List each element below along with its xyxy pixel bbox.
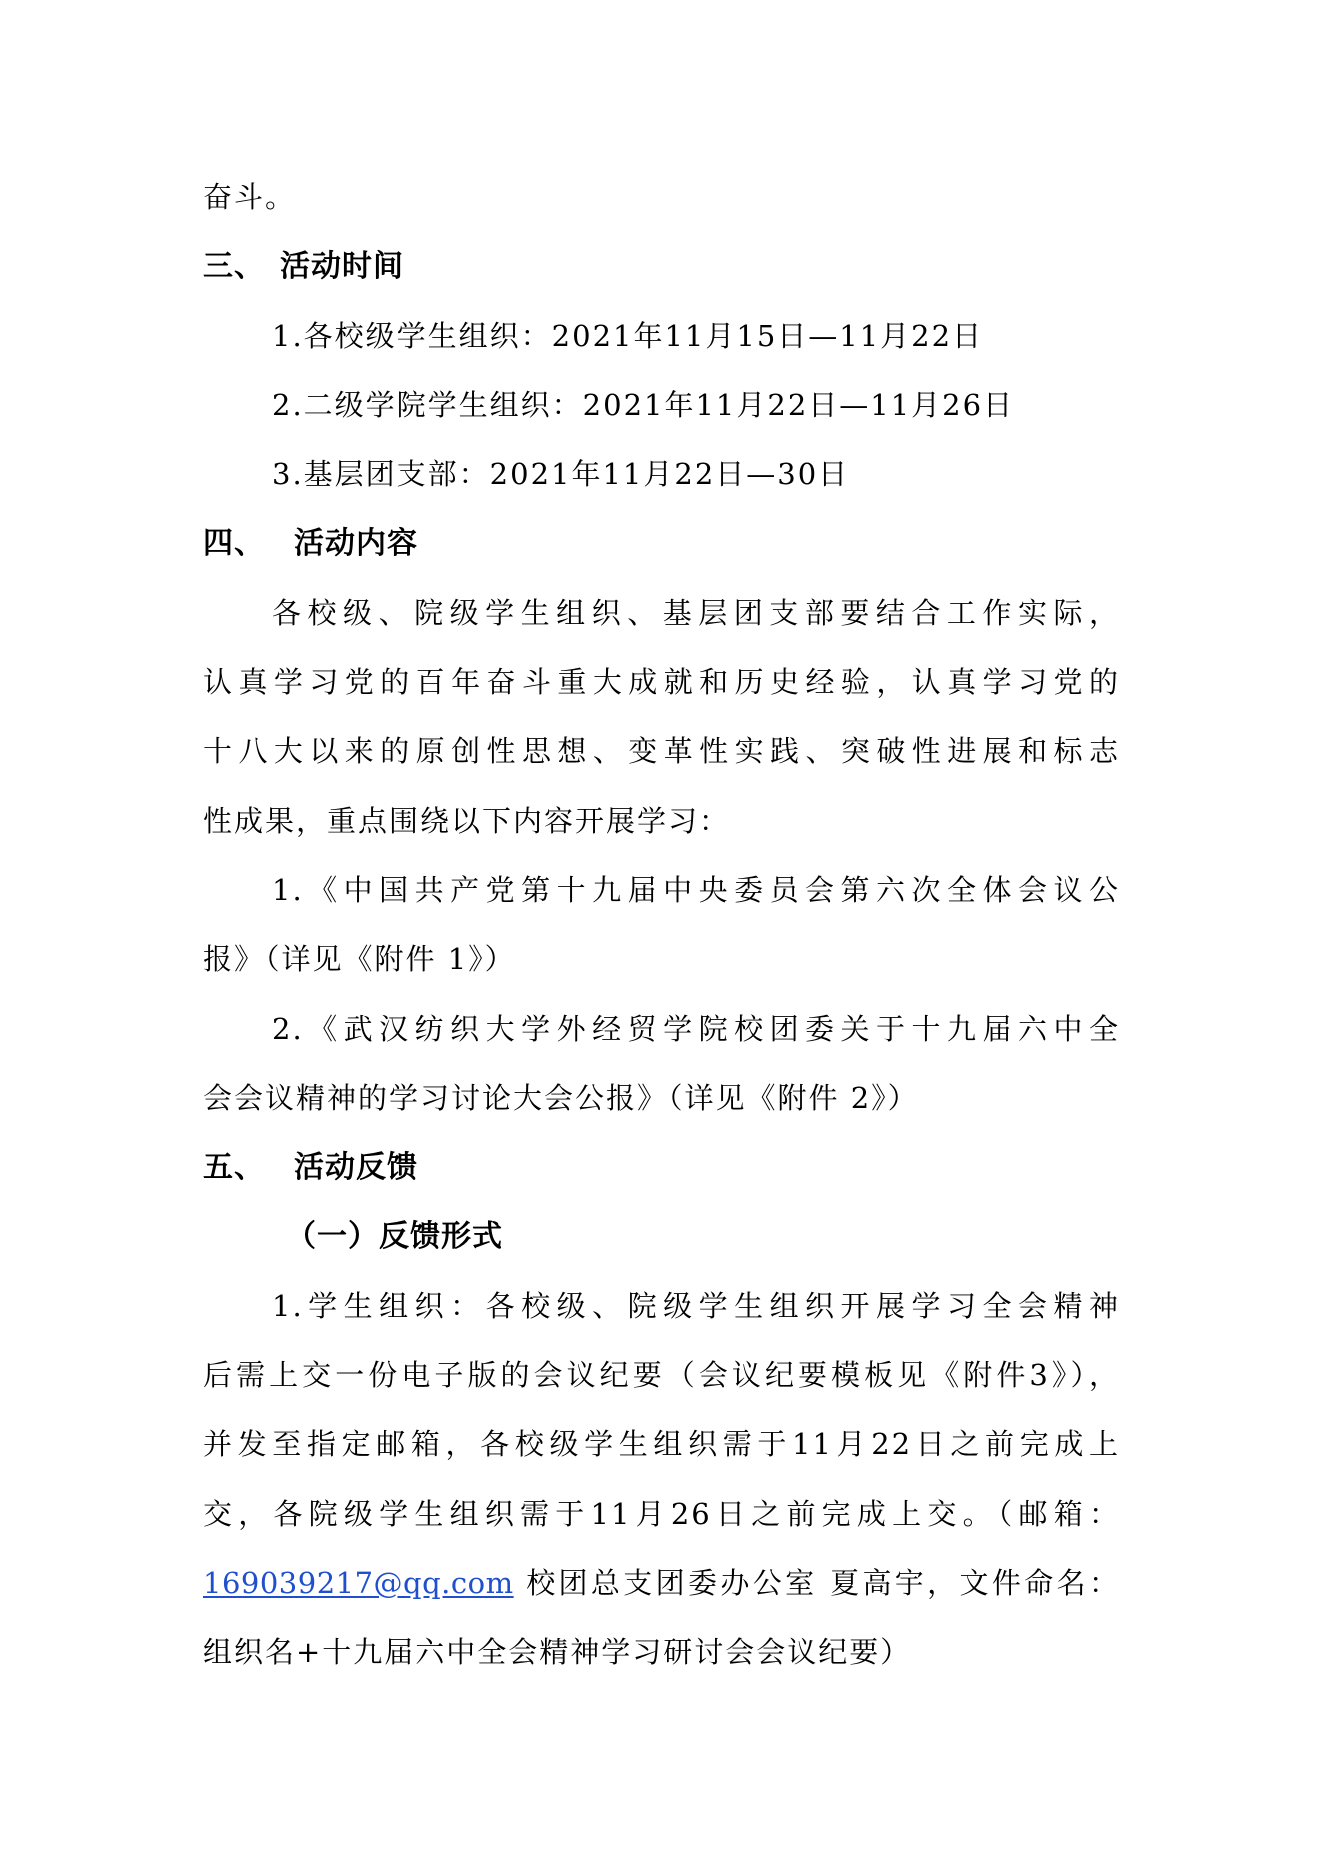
paragraph-line: 各校级、院级学生组织、基层团支部要结合工作实际， xyxy=(272,595,1120,630)
section-title: 活动内容 xyxy=(294,526,418,562)
paragraph-line: 组织名+十九届六中全会精神学习研讨会会议纪要） xyxy=(203,1635,912,1670)
section-heading-activity-feedback xyxy=(203,1133,1120,1202)
list-item-line: 2.《武汉纺织大学外经贸学院校团委关于十九届六中全 xyxy=(272,1011,1120,1046)
document-body xyxy=(203,163,1120,1688)
paragraph-line: 并发至指定邮箱，各校级学生组织需于11月22日之前完成上 xyxy=(203,1427,1120,1462)
paragraph-continuation: 奋斗。 xyxy=(203,180,297,214)
list-item-line: 1.《中国共产党第十九届中央委员会第六次全体会议公 xyxy=(272,872,1120,907)
email-line xyxy=(203,1549,1120,1618)
section-heading-activity-content xyxy=(203,509,1120,578)
list-item: 1.各校级学生组织：2021年11月15日—11月22日 xyxy=(272,318,984,353)
paragraph-line: 认真学习党的百年奋斗重大成就和历史经验，认真学习党的 xyxy=(203,665,1120,700)
section-number: 三、 xyxy=(203,249,265,285)
section-number: 五、 xyxy=(203,1150,265,1186)
section-heading-activity-time xyxy=(203,232,1120,301)
email-line-text: 校团总支团委办公室 夏高宇，文件命名： xyxy=(513,1565,1120,1600)
list-item: 2.二级学院学生组织：2021年11月22日—11月26日 xyxy=(272,387,1015,422)
list-item-line: 会会议精神的学习讨论大会公报》（详见《附件 2》） xyxy=(203,1080,919,1115)
paragraph-line: 交，各院级学生组织需于11月26日之前完成上交。（邮箱： xyxy=(203,1496,1120,1531)
paragraph-line: 后需上交一份电子版的会议纪要（会议纪要模板见《附件3》）， xyxy=(203,1358,1120,1393)
section-title: 活动反馈 xyxy=(294,1150,418,1186)
list-item-line: 报》（详见《附件 1》） xyxy=(203,942,516,977)
paragraph-line: 1.学生组织：各校级、院级学生组织开展学习全会精神 xyxy=(272,1288,1120,1323)
paragraph-line: 十八大以来的原创性思想、变革性实践、突破性进展和标志 xyxy=(203,734,1120,769)
section-title: 活动时间 xyxy=(280,249,404,285)
subsection-heading-feedback-form: （一）反馈形式 xyxy=(286,1219,503,1255)
section-number: 四、 xyxy=(203,526,265,562)
paragraph-line: 性成果，重点围绕以下内容开展学习： xyxy=(203,803,731,838)
list-item: 3.基层团支部：2021年11月22日—30日 xyxy=(272,457,850,492)
email-link[interactable]: 169039217@qq.com xyxy=(203,1565,514,1600)
